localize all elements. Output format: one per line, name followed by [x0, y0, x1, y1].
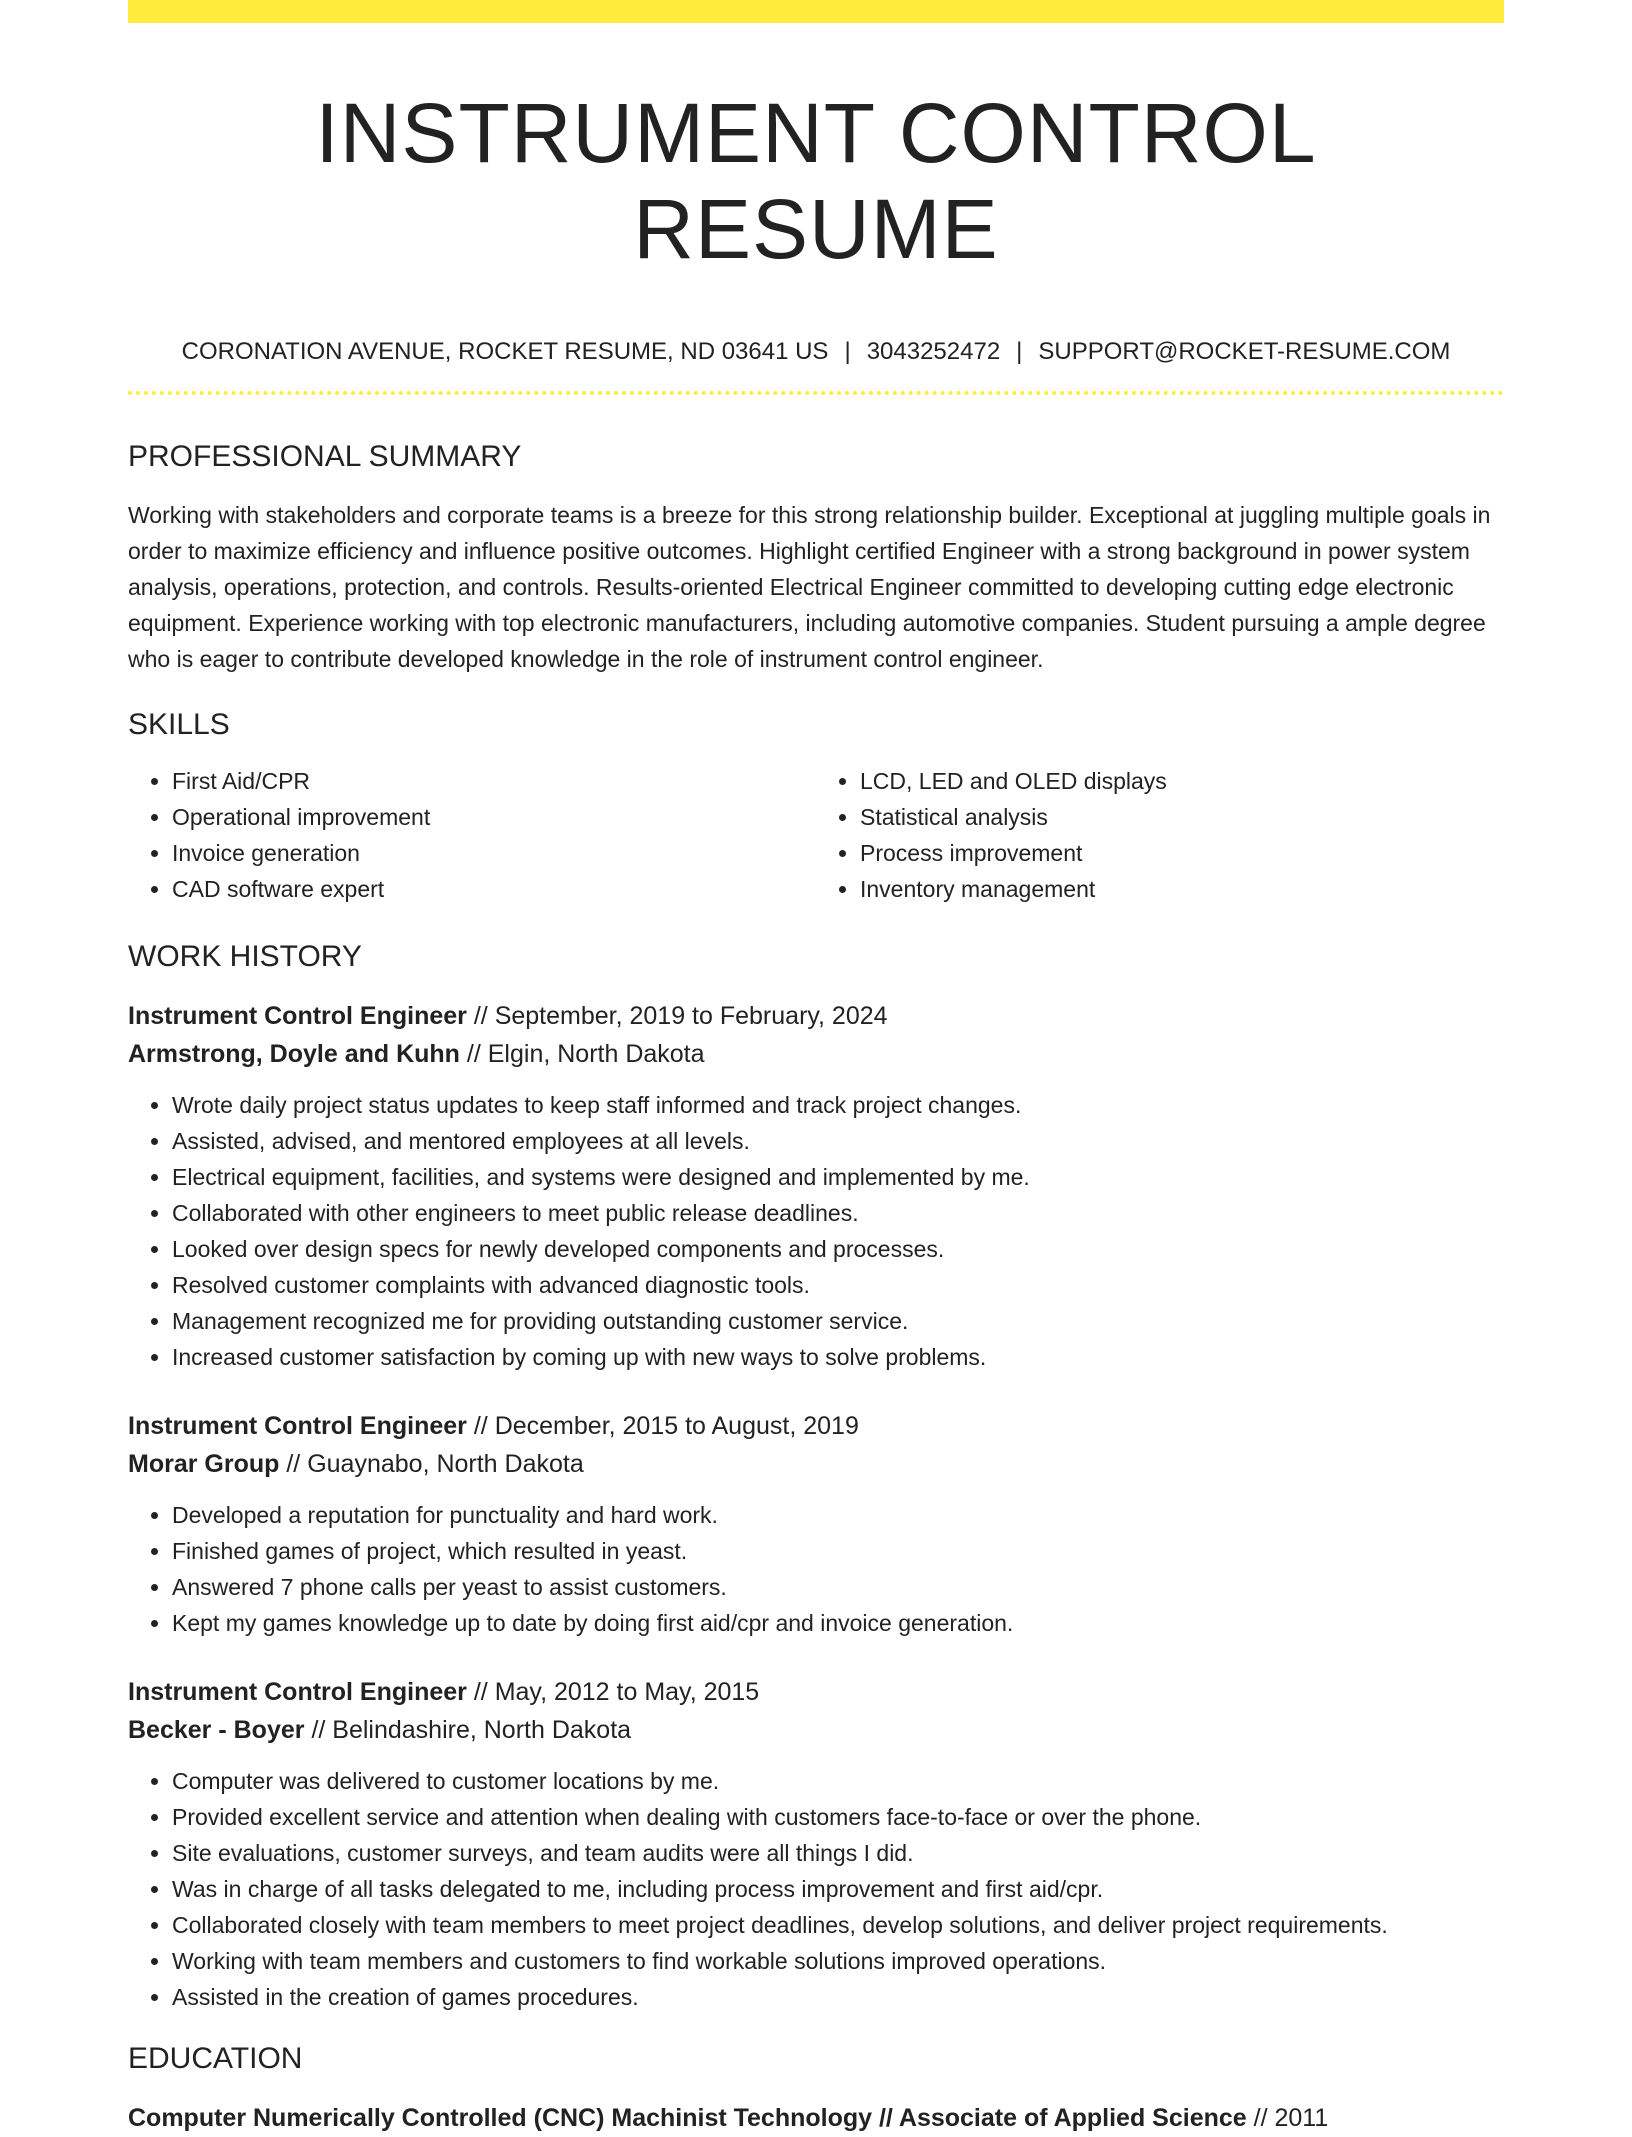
work-history-heading: WORK HISTORY: [128, 940, 362, 973]
separator: |: [844, 338, 851, 365]
job-dates: // September, 2019 to February, 2024: [473, 1002, 888, 1030]
job-title-line: [128, 1673, 1504, 1711]
skill-item: • Statistical analysis: [860, 799, 1504, 835]
job-location: // Belindashire, North Dakota: [311, 1716, 632, 1744]
job-entry: [128, 997, 1504, 1375]
summary-heading: PROFESSIONAL SUMMARY: [128, 440, 522, 473]
education-year: // 2011: [1253, 2104, 1329, 2132]
list-item: • Kept my games knowledge up to date by doing first aid/cpr and invoice generation.: [172, 1605, 1504, 1641]
skill-item: • Process improvement: [860, 835, 1504, 871]
dotted-divider: [128, 391, 1504, 395]
education-line: [128, 2099, 1504, 2137]
job-title-line: [128, 1407, 1504, 1445]
education-program: Computer Numerically Controlled (CNC) Machinist Technology // Associate of Applied Science: [128, 2104, 1247, 2132]
summary-section: [128, 439, 1504, 677]
skills-heading: SKILLS: [128, 708, 230, 741]
list-item: • Collaborated with other engineers to meet public release deadlines.: [172, 1195, 1504, 1231]
job-company: Armstrong, Doyle and Kuhn: [128, 1040, 460, 1068]
job-location: // Elgin, North Dakota: [466, 1040, 705, 1068]
job-company: Morar Group: [128, 1450, 280, 1478]
skill-item: • CAD software expert: [172, 871, 816, 907]
skill-item: • First Aid/CPR: [172, 763, 816, 799]
job-location: // Guaynabo, North Dakota: [286, 1450, 584, 1478]
list-item: • Computer was delivered to customer locations by me.: [172, 1763, 1504, 1799]
job-role: Instrument Control Engineer: [128, 1002, 467, 1030]
list-item: • Increased customer satisfaction by coming up with new ways to solve problems.: [172, 1339, 1504, 1375]
list-item: • Provided excellent service and attention when dealing with customers face-to-face or over the phone.: [172, 1799, 1504, 1835]
job-entry: [128, 1673, 1504, 2015]
contact-line: [128, 337, 1504, 367]
job-company-line: [128, 1445, 1504, 1483]
list-item: • Collaborated closely with team members to meet project deadlines, develop solutions, and deliver project requirements.: [172, 1907, 1504, 1943]
top-accent-bar: [128, 0, 1504, 23]
skills-section: [128, 707, 1504, 907]
list-item: • Was in charge of all tasks delegated to me, including process improvement and first aid/cpr.: [172, 1871, 1504, 1907]
job-dates: // December, 2015 to August, 2019: [473, 1412, 859, 1440]
list-item: • Developed a reputation for punctuality and hard work.: [172, 1497, 1504, 1533]
list-item: • Working with team members and customers to find workable solutions improved operations.: [172, 1943, 1504, 1979]
list-item: • Management recognized me for providing outstanding customer service.: [172, 1303, 1504, 1339]
job-title-line: [128, 997, 1504, 1035]
skills-list-left: [128, 763, 816, 907]
skill-item: • LCD, LED and OLED displays: [860, 763, 1504, 799]
list-item: • Looked over design specs for newly developed components and processes.: [172, 1231, 1504, 1267]
skill-item: • Invoice generation: [172, 835, 816, 871]
list-item: • Answered 7 phone calls per yeast to assist customers.: [172, 1569, 1504, 1605]
education-section: [128, 2041, 1504, 2137]
job-company-line: [128, 1035, 1504, 1073]
email-text: SUPPORT@ROCKET-RESUME.COM: [1038, 338, 1451, 365]
list-item: • Wrote daily project status updates to keep staff informed and track project changes.: [172, 1087, 1504, 1123]
job-bullets: [128, 1087, 1504, 1375]
list-item: • Site evaluations, customer surveys, and team audits were all things I did.: [172, 1835, 1504, 1871]
skills-columns: [128, 763, 1504, 907]
list-item: • Assisted in the creation of games procedures.: [172, 1979, 1504, 2015]
job-bullets: [128, 1763, 1504, 2015]
education-heading: EDUCATION: [128, 2042, 303, 2075]
list-item: • Finished games of project, which resulted in yeast.: [172, 1533, 1504, 1569]
job-dates: // May, 2012 to May, 2015: [473, 1678, 760, 1706]
work-history-section: [128, 939, 1504, 2015]
address-text: CORONATION AVENUE, ROCKET RESUME, ND 03641 US: [181, 338, 829, 365]
separator: |: [1016, 338, 1023, 365]
resume-page: [128, 0, 1504, 2137]
job-role: Instrument Control Engineer: [128, 1678, 467, 1706]
job-role: Instrument Control Engineer: [128, 1412, 467, 1440]
skills-list-right: [816, 763, 1504, 907]
phone-text: 3043252472: [866, 338, 1001, 365]
job-entry: [128, 1407, 1504, 1641]
list-item: • Resolved customer complaints with advanced diagnostic tools.: [172, 1267, 1504, 1303]
list-item: • Assisted, advised, and mentored employees at all levels.: [172, 1123, 1504, 1159]
list-item: • Electrical equipment, facilities, and systems were designed and implemented by me.: [172, 1159, 1504, 1195]
job-company-line: [128, 1711, 1504, 1749]
job-bullets: [128, 1497, 1504, 1641]
summary-text: Working with stakeholders and corporate teams is a breeze for this strong relationship builder. Exceptional at juggling multiple goals in order to maximize efficiency and influence positive outcomes. Highlight certified Engineer with a strong background in power system analysis, operations, protection, and controls. Results-oriented Electrical Engineer committed to developing cutting edge electronic equipment. Experience working with top electronic manufacturers, including automotive companies. Student pursuing a ample degree who is eager to contribute developed knowledge in the role of instrument control engineer.: [128, 502, 1491, 672]
job-company: Becker - Boyer: [128, 1716, 305, 1744]
resume-title: INSTRUMENT CONTROL RESUME: [315, 86, 1317, 276]
skill-item: • Operational improvement: [172, 799, 816, 835]
skill-item: • Inventory management: [860, 871, 1504, 907]
